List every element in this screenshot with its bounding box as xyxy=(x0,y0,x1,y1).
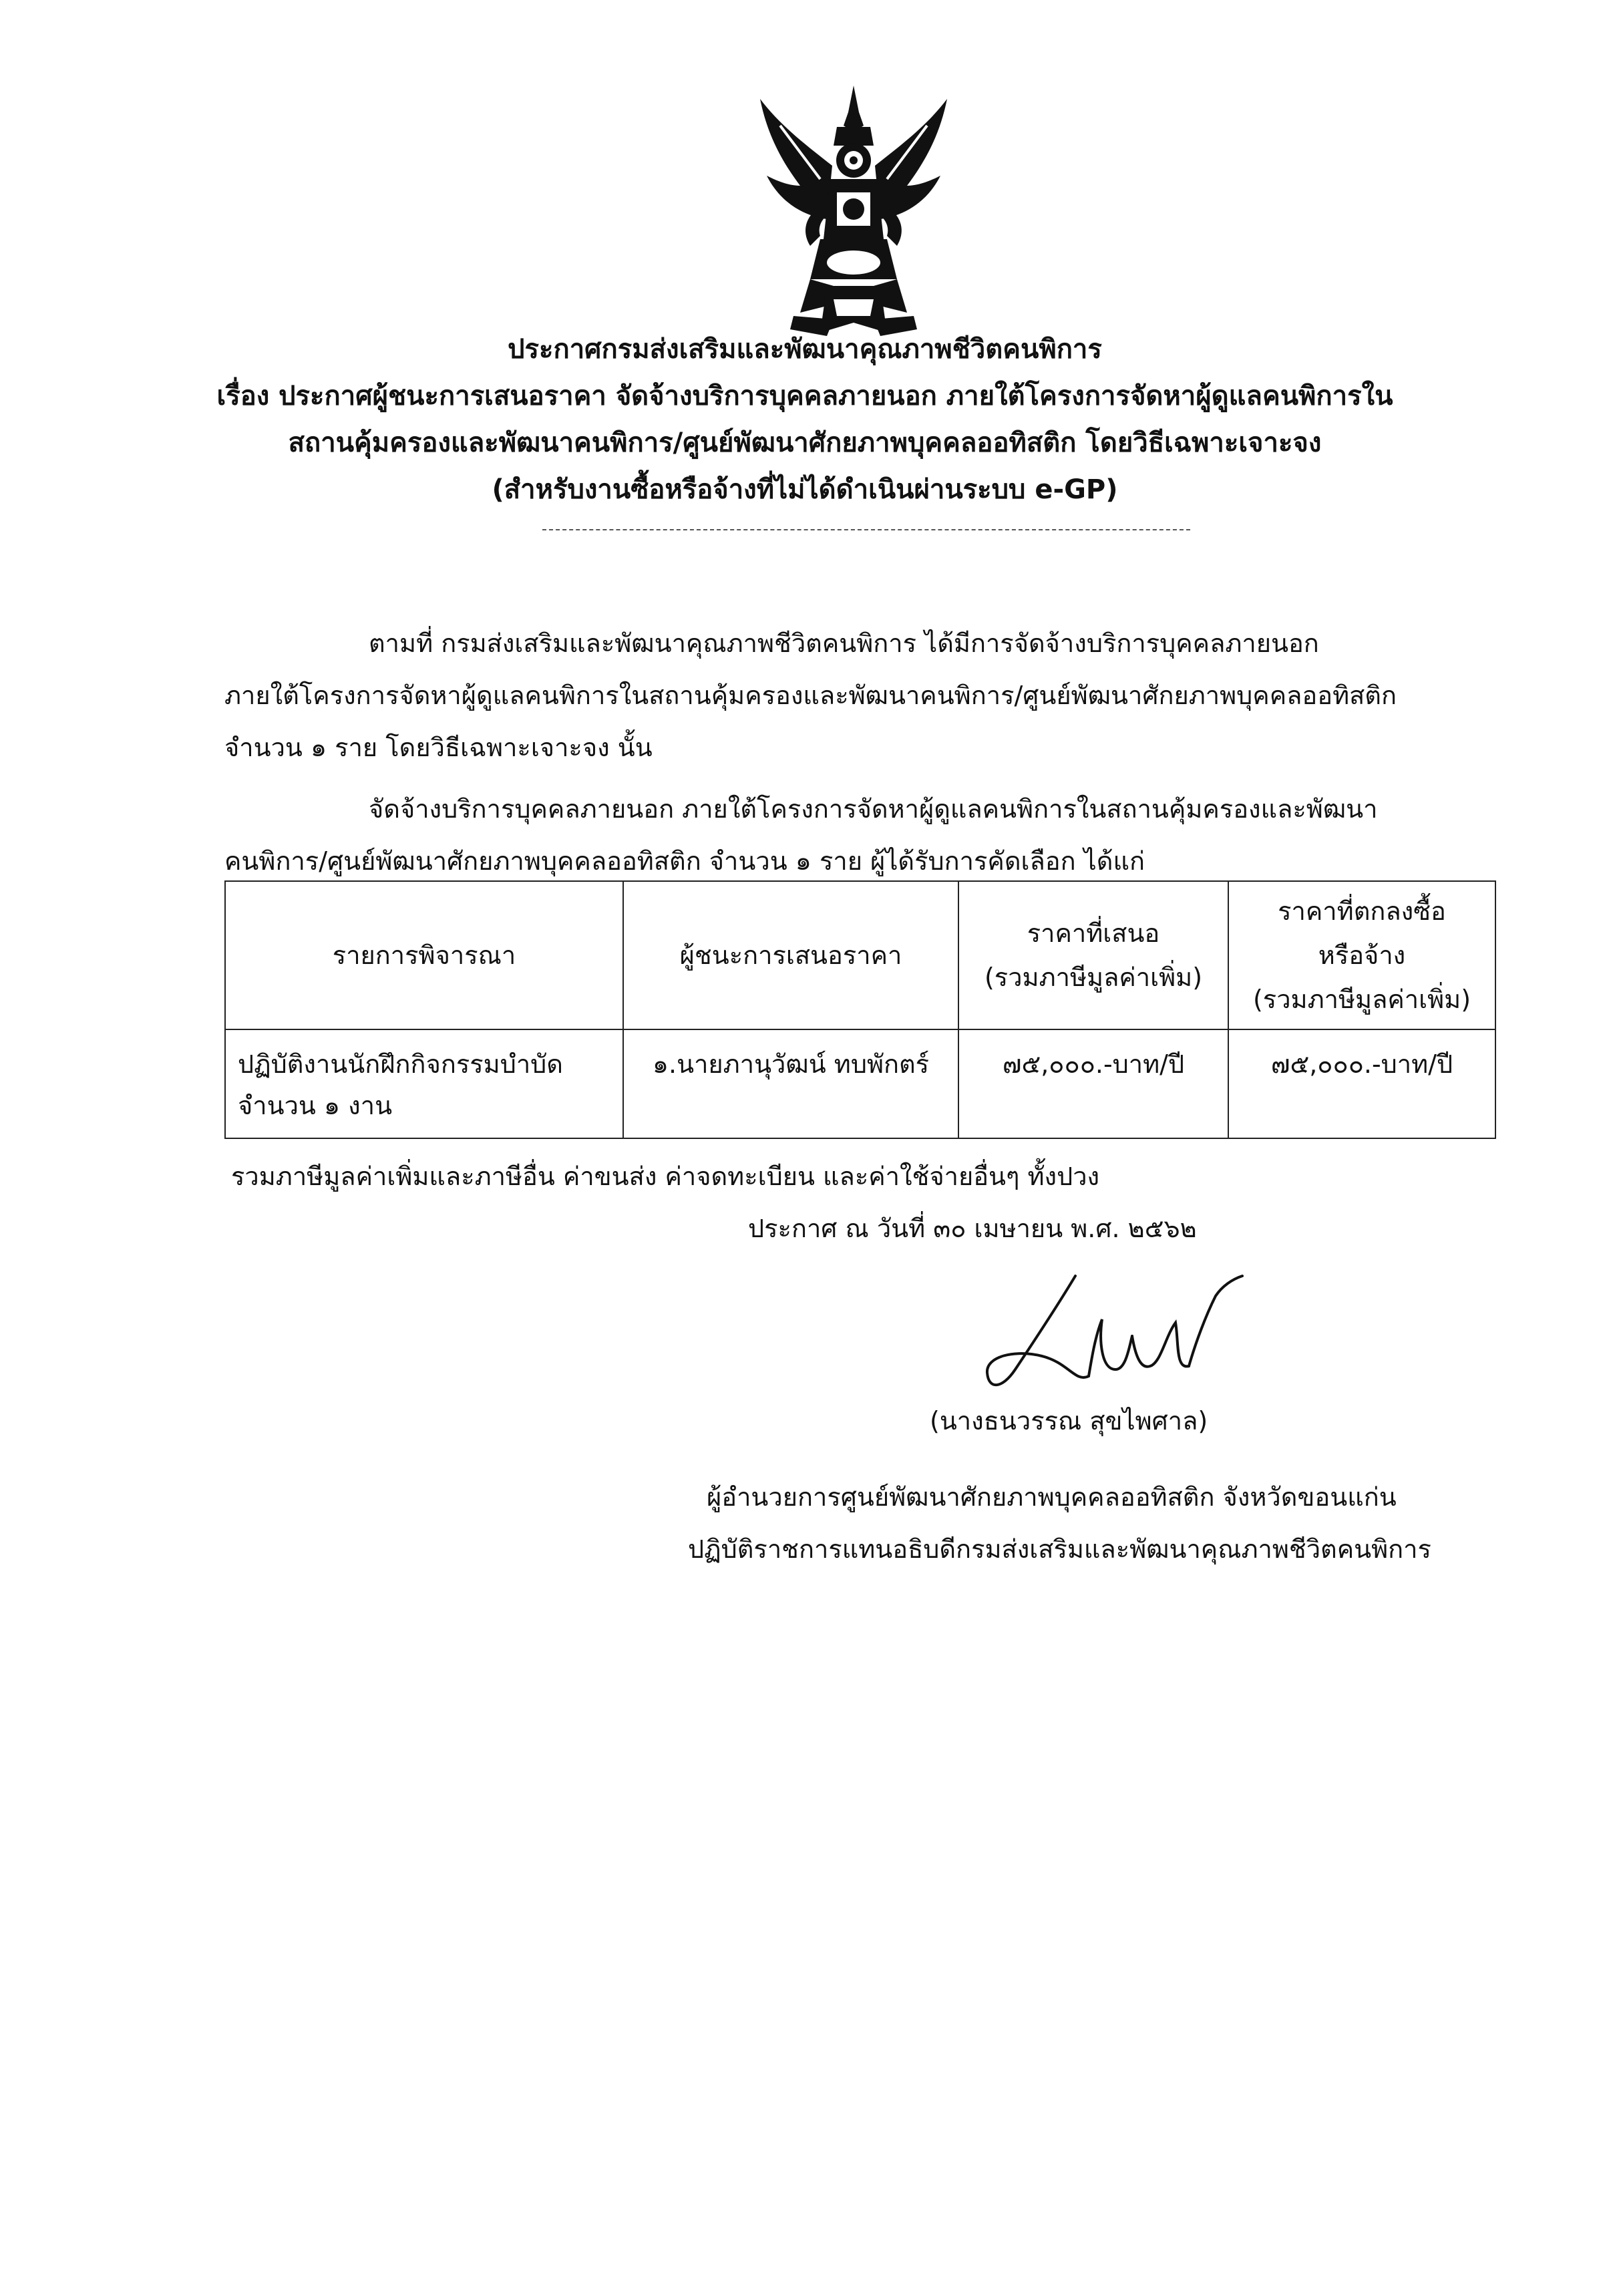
column-header: รายการพิจารณา xyxy=(225,881,623,1029)
announcement-note: (สำหรับงานซื้อหรือจ้างที่ไม่ได้ดำเนินผ่านระบบ e-GP) xyxy=(492,474,1118,505)
signer-name: (นางธนวรรณ สุขไพศาล) xyxy=(930,1406,1208,1436)
announcement-subject: เรื่อง ประกาศผู้ชนะการเสนอราคา จัดจ้างบริการบุคคลภายนอก ภายใต้โครงการจัดหาผู้ดูแลคนพิการใน xyxy=(216,381,1393,412)
paragraph-2-line-1: จัดจ้างบริการบุคคลภายนอก ภายใต้โครงการจัดหาผู้ดูแลคนพิการในสถานคุ้มครองและพัฒนา xyxy=(369,794,1378,824)
signer-position: ผู้อำนวยการศูนย์พัฒนาศักยภาพบุคคลออทิสติก จังหวัดขอนแก่น xyxy=(707,1482,1397,1512)
announcement-date: ประกาศ ณ วันที่ ๓๐ เมษายน พ.ศ. ๒๕๖๒ xyxy=(748,1214,1197,1243)
table-row xyxy=(225,1029,1495,1138)
offered-price-cell: ๗๕,๐๐๐.-บาท/ปี xyxy=(958,1029,1228,1138)
paragraph-1-line-1: ตามที่ กรมส่งเสริมและพัฒนาคุณภาพชีวิตคนพิการ ได้มีการจัดจ้างบริการบุคคลภายนอก xyxy=(369,629,1319,658)
paragraph-1-line-3: จำนวน ๑ ราย โดยวิธีเฉพาะเจาะจง นั้น xyxy=(224,733,653,762)
winner-cell: ๑.นายภานุวัฒน์ ทบพักตร์ xyxy=(623,1029,958,1138)
tax-note: รวมภาษีมูลค่าเพิ่มและภาษีอื่น ค่าขนส่ง ค่าจดทะเบียน และค่าใช้จ่ายอื่นๆ ทั้งปวง xyxy=(231,1162,1100,1191)
paragraph-1-line-2: ภายใต้โครงการจัดหาผู้ดูแลคนพิการในสถานคุ้มครองและพัฒนาคนพิการ/ศูนย์พัฒนาศักยภาพบุคคลออทิสติก xyxy=(224,681,1397,710)
column-header: ราคาที่เสนอ (รวมภาษีมูลค่าเพิ่ม) xyxy=(958,881,1228,1029)
paragraph-2-line-2: คนพิการ/ศูนย์พัฒนาศักยภาพบุคคลออทิสติก จำนวน ๑ ราย ผู้ได้รับการคัดเลือก ได้แก่ xyxy=(224,846,1145,876)
signer-acting-position: ปฏิบัติราชการแทนอธิบดีกรมส่งเสริมและพัฒนาคุณภาพชีวิตคนพิการ xyxy=(688,1534,1431,1564)
winner-table xyxy=(224,880,1496,1139)
announcement-title: ประกาศกรมส่งเสริมและพัฒนาคุณภาพชีวิตคนพิการ xyxy=(508,334,1102,365)
table-header-row xyxy=(225,881,1495,1029)
column-header: ราคาที่ตกลงซื้อ หรือจ้าง (รวมภาษีมูลค่าเพิ่ม) xyxy=(1228,881,1495,1029)
column-header: ผู้ชนะการเสนอราคา xyxy=(623,881,958,1029)
announcement-subject-cont: สถานคุ้มครองและพัฒนาคนพิการ/ศูนย์พัฒนาศักยภาพบุคคลออทิสติก โดยวิธีเฉพาะเจาะจง xyxy=(288,428,1322,458)
signature-icon xyxy=(975,1256,1256,1416)
garuda-emblem-icon xyxy=(753,86,954,339)
heading-divider xyxy=(542,529,1190,530)
agreed-price-cell: ๗๕,๐๐๐.-บาท/ปี xyxy=(1228,1029,1495,1138)
item-cell: ปฏิบัติงานนักฝึกกิจกรรมบำบัด จำนวน ๑ งาน xyxy=(225,1029,623,1138)
